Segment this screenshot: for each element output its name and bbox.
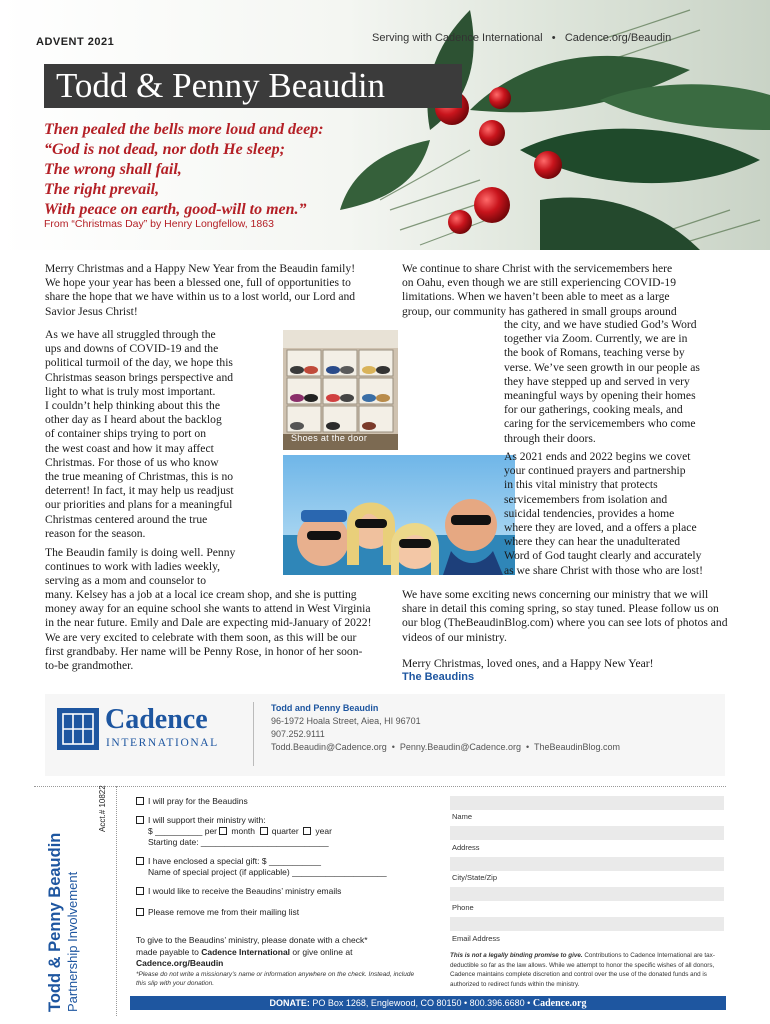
text-line: verse. We’ve seen growth in our people as	[504, 360, 700, 374]
text-line: Christmas centered around the true	[45, 512, 208, 526]
contact-address: 96-1972 Hoala Street, Aiea, HI 96701	[271, 716, 421, 726]
poem-block	[44, 120, 404, 220]
option-support	[136, 815, 332, 848]
text-line: the city, and we have studied God’s Word	[504, 318, 697, 331]
checkbox-remove[interactable]	[136, 908, 144, 916]
cadence-logo-sub: INTERNATIONAL	[106, 737, 219, 749]
checkbox-month[interactable]	[219, 827, 227, 835]
photo-caption: Shoes at the door	[291, 433, 368, 443]
email-link-penny[interactable]: Penny.Beaudin@Cadence.org	[399, 742, 521, 752]
band-divider	[253, 702, 254, 766]
checkbox-pray[interactable]	[136, 797, 144, 805]
donate-label: DONATE:	[269, 998, 310, 1008]
amount-line: $ __________ per	[148, 826, 218, 836]
text-line: where they are loved, and a offers a place	[504, 521, 697, 535]
account-number: Acct.# 10822	[98, 785, 107, 832]
advent-label: ADVENT 2021	[36, 36, 115, 48]
give-text: or give online at	[292, 946, 353, 957]
option-emails	[136, 886, 341, 897]
text-line: Christmas. For those of us who know	[45, 455, 219, 469]
text-line: as we share Christ with those who are lost!	[504, 563, 703, 577]
frequency-label: quarter	[271, 826, 299, 836]
text-line: of container ships trying to port on	[45, 427, 206, 441]
text-line: I couldn’t help thinking about this the	[45, 399, 220, 413]
header-website-link[interactable]: Cadence.org/Beaudin	[564, 32, 672, 44]
letter-paragraph-3-start	[45, 546, 285, 589]
option-remove	[136, 907, 299, 918]
header-separator: •	[551, 32, 556, 44]
phone-field[interactable]	[450, 887, 724, 901]
right-paragraph-1-rest	[504, 318, 730, 446]
page-title: Todd & Penny Beaudin	[56, 66, 386, 105]
text-line: suicidal tendencies, provides a home	[504, 506, 675, 520]
text-line: group, our community has gathered in small groups around	[402, 304, 677, 318]
give-org: Cadence International	[201, 946, 291, 957]
option-label: I have enclosed a special gift: $ ___________	[148, 856, 321, 866]
closing-line: Merry Christmas, loved ones, and a Happy New Year!	[402, 657, 654, 670]
cadence-logo-mark-icon	[57, 708, 99, 750]
option-gift	[136, 856, 387, 878]
give-instructions	[136, 935, 368, 970]
frequency-label: year	[315, 826, 332, 836]
text-line: through their doors.	[504, 431, 596, 445]
text-line: together via Zoom. Currently, we are in	[504, 332, 688, 346]
text-line: serving as a mom and counselor to	[45, 574, 206, 588]
project-line: Name of special project (if applicable) ____________________	[148, 867, 387, 877]
signature: The Beaudins	[402, 671, 475, 683]
checkbox-support[interactable]	[136, 816, 144, 824]
legal-text: Contributions to Cadence International are tax-deductible so far as the law allows. While we attempt to honor the specific wishes of all donors, Cadence maintains complete discretion and control over the use of the donated funds and is authorized to redirect funds within the ministry.	[450, 952, 715, 988]
slip-divider	[116, 786, 117, 1016]
give-line: To give to the Beaudins’ ministry, please donate with a check*	[136, 935, 368, 945]
bullet: •	[391, 742, 395, 752]
slip-side-title: Todd & Penny Beaudin	[46, 832, 64, 1012]
contact-band	[45, 694, 725, 776]
option-label: I would like to receive the Beaudins’ ministry emails	[148, 886, 342, 896]
city-label: City/State/Zip	[452, 873, 498, 882]
legal-disclaimer	[450, 951, 726, 989]
bullet: •	[525, 742, 530, 752]
text-line: on Oahu, even though we are still experiencing COVID-19	[402, 276, 676, 290]
cadence-logo-name: Cadence	[105, 704, 208, 735]
donate-site-link[interactable]: Cadence.org	[532, 998, 587, 1009]
checkbox-year[interactable]	[303, 827, 311, 835]
city-field[interactable]	[450, 857, 724, 871]
text-line: reason for the season.	[45, 526, 146, 540]
legal-bold: This is not a legally binding promise to give.	[450, 952, 583, 959]
email-link-todd[interactable]: Todd.Beaudin@Cadence.org	[271, 742, 387, 752]
text-line: continues to work with ladies weekly,	[45, 560, 221, 574]
poem-line: Then pealed the bells more loud and deep:	[44, 121, 324, 138]
donate-text: PO Box 1268, Englewood, CO 80150 • 800.396.6680 •	[312, 998, 531, 1008]
text-line: our priorities and plans for a meaningful	[45, 498, 233, 512]
text-line: As we have all struggled through the	[45, 328, 216, 341]
right-paragraph-2	[504, 450, 730, 578]
frequency-label: month	[231, 826, 256, 836]
slip-side-subtitle: Partnership Involvement	[65, 871, 80, 1012]
letter-paragraph-1: Merry Christmas and a Happy New Year from the Beaudin family! We hope your year has been a blessed one, full of opportunities to share the hope that we have within us to a lost world, our Lord and Savior Jesus Christ!	[45, 262, 356, 318]
name-field[interactable]	[450, 796, 724, 810]
right-paragraph-3: We have some exciting news concerning our ministry that we will share in detail this coming spring, so stay tuned. Please follow us on our blog (TheBeaudinBlog.com) where you can see lots of photos and videos of our ministry.	[402, 588, 728, 644]
address-field[interactable]	[450, 826, 724, 840]
poem-line: The right prevail,	[44, 181, 160, 198]
poem-line: The wrong shall fail,	[44, 161, 182, 178]
text-line: caring for the servicemembers who come	[504, 417, 696, 431]
donate-bar	[130, 996, 726, 1010]
text-line: As 2021 ends and 2022 begins we covet	[504, 450, 691, 463]
header-serving-line	[372, 32, 671, 44]
cut-line	[34, 786, 726, 787]
letter-paragraph-2	[45, 328, 285, 541]
text-line: servicemembers from isolation and	[504, 492, 668, 506]
text-line: other day as I heard about the backlog	[45, 413, 222, 427]
text-line: the west coast and how it may affect	[45, 441, 214, 455]
text-line: deterrent! In fact, it may help us readjust	[45, 484, 234, 498]
option-label: I will support their ministry with:	[148, 815, 266, 825]
option-label: Please remove me from their mailing list	[148, 907, 300, 917]
give-line	[136, 947, 368, 959]
option-label: I will pray for the Beaudins	[148, 796, 248, 806]
text-line: your continued prayers and partnership	[504, 464, 686, 478]
starting-date-line: Starting date: ___________________________	[148, 837, 329, 847]
text-line: they have stepped up and served in very	[504, 374, 690, 388]
letter-paragraph-3-rest: many. Kelsey has a job at a local ice cream shop, and she is putting money away for an equine school she wants to attend in West Virginia in the near future. Emily and Dale are expecting mid-January of 2022! We are very excited to celebrate with them soon, as this will be our first grandbaby. Her name will be Penny Rose, in honor of her soon-to-be grandmother.	[45, 588, 372, 673]
text-line: political turmoil of the day, we hope this	[45, 356, 233, 370]
contact-names: Todd and Penny Beaudin	[271, 703, 379, 713]
check-note: *Please do not write a missionary’s name or information anywhere on the check. Instead, include this slip with your donation.	[136, 971, 415, 987]
right-paragraph-1-top	[402, 262, 732, 319]
text-line: in this vital ministry that protects	[504, 478, 658, 492]
phone-label: Phone	[452, 903, 474, 912]
text-line: limitations. When we haven’t been able to meet as a large	[402, 290, 670, 304]
give-link[interactable]: Cadence.org/Beaudin	[136, 958, 224, 968]
email-label: Email Address	[452, 934, 500, 943]
checkbox-emails[interactable]	[136, 887, 144, 895]
poem-line: With peace on earth, good-will to men.”	[44, 201, 307, 218]
text-line: the book of Romans, teaching verse by	[504, 346, 685, 360]
text-line: the true meaning of Christmas, this is no	[45, 470, 234, 484]
contact-phone: 907.252.9111	[271, 729, 325, 739]
text-line: We continue to share Christ with the servicemembers here	[402, 262, 673, 275]
text-line: Christmas season brings perspective and	[45, 370, 234, 384]
text-line: meaningful ways by opening their homes	[504, 389, 696, 403]
address-label: Address	[452, 843, 480, 852]
text-line: for our gatherings, cooking meals, and	[504, 403, 683, 417]
name-label: Name	[452, 812, 473, 821]
option-pray	[136, 796, 248, 807]
poem-line: “God is not dead, nor doth He sleep;	[44, 141, 285, 158]
checkbox-gift[interactable]	[136, 857, 144, 865]
title-bar	[44, 64, 462, 108]
text-line: Word of God taught clearly and accurately	[504, 549, 702, 563]
contact-links	[271, 741, 620, 754]
serving-text: Serving with Cadence International	[372, 32, 543, 44]
text-line: ups and downs of COVID-19 and the	[45, 342, 219, 356]
shoes-photo	[283, 330, 398, 450]
give-text: made payable to	[136, 946, 199, 957]
poem-credit: From “Christmas Day” by Henry Longfellow, 1863	[44, 218, 274, 230]
family-selfie-photo	[283, 455, 515, 575]
checkbox-quarter[interactable]	[260, 827, 268, 835]
contact-block	[271, 702, 620, 754]
text-line: where they can hear the unadulterated	[504, 535, 681, 549]
email-field[interactable]	[450, 917, 724, 931]
blog-link[interactable]: TheBeaudinBlog.com	[533, 742, 621, 752]
text-line: light to what is truly most important.	[45, 384, 216, 398]
text-line: The Beaudin family is doing well. Penny	[45, 546, 236, 559]
